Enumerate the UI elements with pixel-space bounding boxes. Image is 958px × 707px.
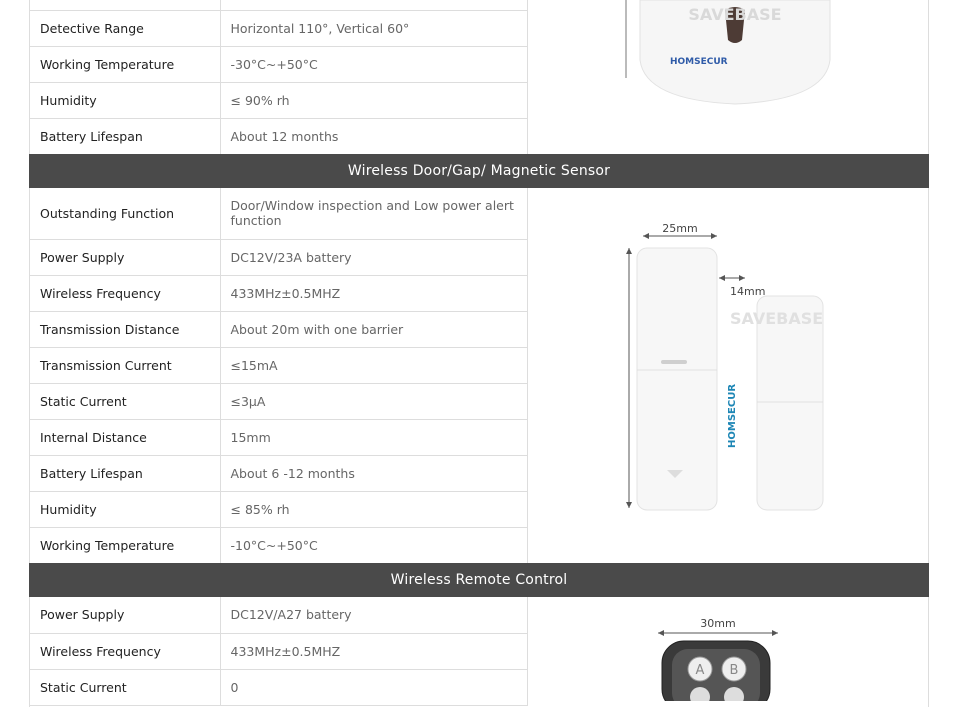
table-row — [30, 633, 528, 669]
table-row — [30, 118, 528, 154]
spec-key: Static Current — [30, 383, 220, 419]
pir-sensor-image — [620, 0, 840, 110]
spec-key — [30, 0, 220, 10]
spec-key: Working Temperature — [30, 527, 220, 563]
table-row — [30, 188, 528, 239]
spec-key: Battery Lifespan — [30, 118, 220, 154]
table-row — [30, 10, 528, 46]
door-sensor-section — [29, 188, 929, 563]
spec-value: About 20m with one barrier — [220, 311, 528, 347]
table-row — [30, 383, 528, 419]
pir-spec-table — [30, 0, 528, 155]
spec-key: Wireless Frequency — [30, 633, 220, 669]
spec-key: Humidity — [30, 82, 220, 118]
spec-value: ≤3μA — [220, 383, 528, 419]
table-row — [30, 419, 528, 455]
spec-value: 0 — [220, 669, 528, 705]
spec-value: ≤ 90% rh — [220, 82, 528, 118]
gap-label: 14mm — [730, 285, 766, 298]
spec-key: Transmission Distance — [30, 311, 220, 347]
table-row — [30, 82, 528, 118]
width-label: 30mm — [700, 617, 736, 630]
table-row — [30, 46, 528, 82]
table-row — [30, 275, 528, 311]
spec-value: Horizontal 110°, Vertical 60° — [220, 10, 528, 46]
table-row — [30, 491, 528, 527]
spec-key: Humidity — [30, 491, 220, 527]
spec-value: -10°C~+50°C — [220, 527, 528, 563]
spec-value: ≤15mA — [220, 347, 528, 383]
spec-value: About 6 -12 months — [220, 455, 528, 491]
spec-key: Power Supply — [30, 239, 220, 275]
button-a-label: A — [695, 663, 705, 678]
section-title: Wireless Door/Gap/ Magnetic Sensor — [347, 163, 611, 179]
remote-spec-table — [30, 597, 528, 706]
table-row — [30, 455, 528, 491]
spec-key: Static Current — [30, 669, 220, 705]
remote-section — [29, 597, 929, 707]
spec-key: Wireless Frequency — [30, 275, 220, 311]
spec-value — [220, 0, 528, 10]
spec-value: DC12V/A27 battery — [220, 597, 528, 633]
spec-key: Internal Distance — [30, 419, 220, 455]
section-header — [29, 154, 929, 188]
spec-key: Battery Lifespan — [30, 455, 220, 491]
brand-logo: HOMSECUR — [670, 57, 728, 67]
spec-value: 433MHz±0.5MHZ — [220, 633, 528, 669]
table-row — [30, 239, 528, 275]
watermark-text: SAVEBASE — [688, 5, 782, 24]
watermark-text: SAVEBASE — [730, 309, 824, 328]
spec-key: Detective Range — [30, 10, 220, 46]
table-row — [30, 527, 528, 563]
table-row — [30, 347, 528, 383]
table-row — [30, 311, 528, 347]
table-row — [30, 0, 528, 10]
spec-value: 433MHz±0.5MHZ — [220, 275, 528, 311]
remote-image — [650, 611, 790, 701]
brand-logo: HOMSECUR — [727, 383, 738, 448]
width-label: 25mm — [662, 222, 698, 235]
spec-value: DC12V/23A battery — [220, 239, 528, 275]
spec-key: Working Temperature — [30, 46, 220, 82]
section-title: Wireless Remote Control — [390, 572, 568, 588]
door-spec-table — [30, 188, 528, 564]
spec-key: Outstanding Function — [30, 188, 220, 239]
spec-value: About 12 months — [220, 118, 528, 154]
section-header — [29, 563, 929, 597]
spec-value: ≤ 85% rh — [220, 491, 528, 527]
door-sensor-image — [605, 218, 845, 528]
button-b-label: B — [729, 663, 739, 678]
table-row — [30, 597, 528, 633]
pir-sensor-section — [29, 0, 929, 154]
spec-value: -30°C~+50°C — [220, 46, 528, 82]
spec-key: Power Supply — [30, 597, 220, 633]
spec-value: Door/Window inspection and Low power alert function — [220, 188, 528, 239]
spec-key: Transmission Current — [30, 347, 220, 383]
spec-value: 15mm — [220, 419, 528, 455]
